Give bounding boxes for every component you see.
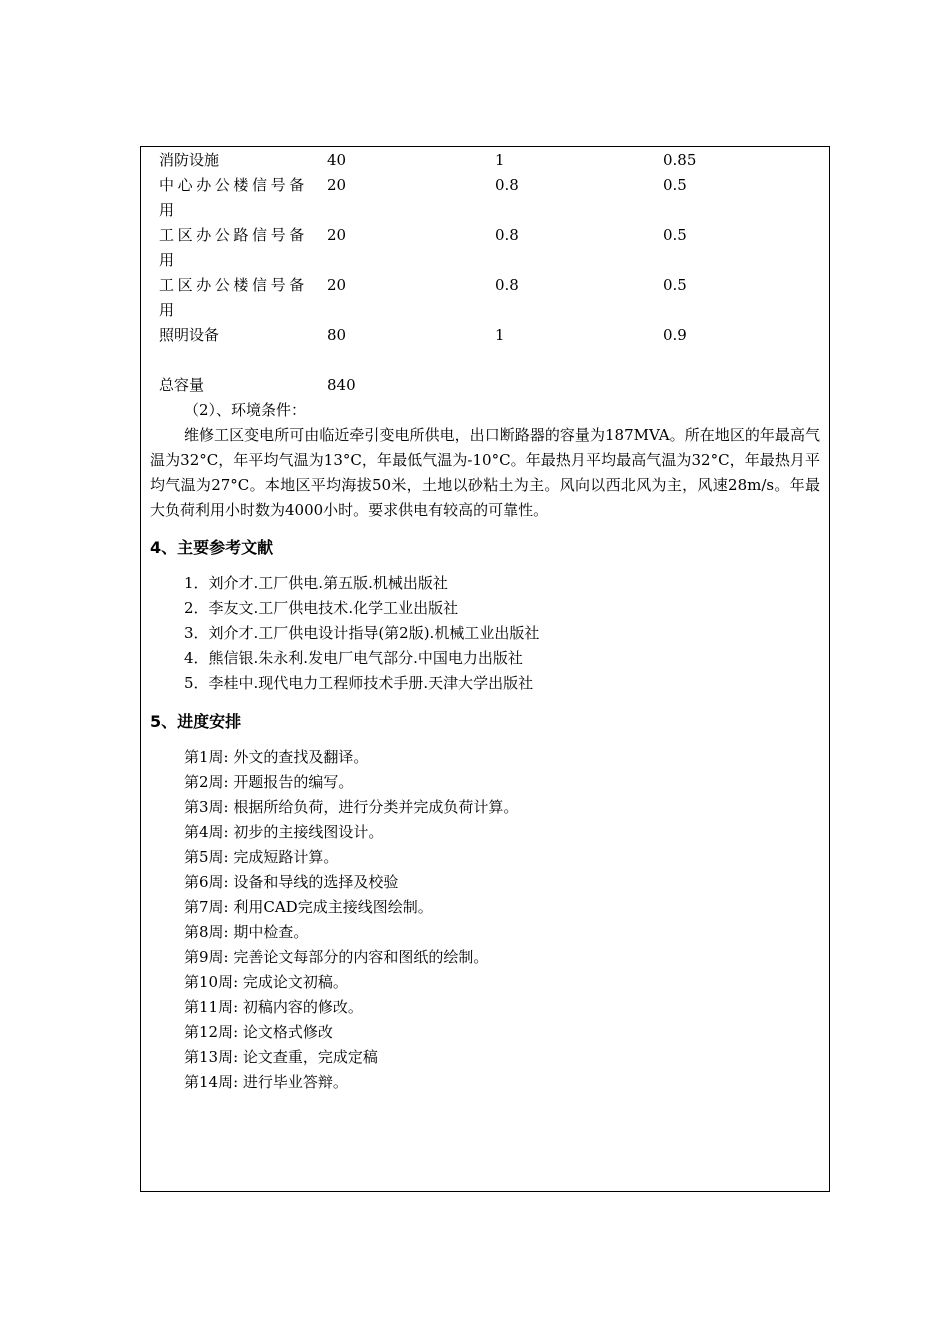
table-cell-demand: 1 — [495, 151, 505, 169]
list-item: 第1周: 外文的查找及翻译。 — [184, 748, 369, 766]
list-item: 第10周: 完成论文初稿。 — [184, 973, 348, 991]
table-cell-demand: 0.8 — [495, 176, 519, 194]
env-subheading: （2）、环境条件： — [184, 401, 307, 419]
total-label: 总容量 — [159, 376, 205, 394]
schedule-heading: 5、进度安排 — [150, 712, 242, 731]
table-cell-pf: 0.5 — [663, 226, 687, 244]
table-row-name-cont: 用 — [159, 201, 175, 219]
table-cell-value: 20 — [327, 276, 347, 294]
table-cell-value: 20 — [327, 176, 347, 194]
total-value: 840 — [327, 376, 356, 394]
list-item: 第7周: 利用CAD完成主接线图绘制。 — [184, 898, 433, 916]
list-item: 2．李友文.工厂供电技术.化学工业出版社 — [184, 599, 459, 617]
table-row-name-cont: 用 — [159, 301, 175, 319]
table-cell-demand: 1 — [495, 326, 505, 344]
table-row-name-cont: 用 — [159, 251, 175, 269]
list-item: 4．熊信银.朱永利.发电厂电气部分.中国电力出版社 — [184, 649, 523, 667]
table-row-name: 消防设施 — [159, 151, 220, 169]
list-item: 第2周: 开题报告的编写。 — [184, 773, 354, 791]
list-item: 第12周: 论文格式修改 — [184, 1023, 333, 1041]
table-cell-pf: 0.5 — [663, 176, 687, 194]
table-cell-demand: 0.8 — [495, 226, 519, 244]
list-item: 第5周: 完成短路计算。 — [184, 848, 339, 866]
table-row-name: 工区办公楼信号备 — [159, 276, 308, 294]
list-item: 1．刘介才.工厂供电.第五版.机械出版社 — [184, 574, 448, 592]
list-item: 第4周: 初步的主接线图设计。 — [184, 823, 384, 841]
list-item: 5．李桂中.现代电力工程师技术手册.天津大学出版社 — [184, 674, 534, 692]
table-cell-pf: 0.85 — [663, 151, 697, 169]
env-paragraph: 维修工区变电所可由临近牵引变电所供电，出口断路器的容量为187MVA。所在地区的年最高气温为32°C，年平均气温为13°C，年最低气温为-10°C。年最热月平均最高气温为32°C，年最热月平均气温为27°C。本地区平均海拔50米，土地以砂粘土为主。风向以西北风为主，风速28m/s。年最大负荷利用小时数为4000小时。要求供电有较高的可靠性。 — [150, 426, 820, 519]
table-cell-pf: 0.9 — [663, 326, 687, 344]
list-item: 第3周: 根据所给负荷，进行分类并完成负荷计算。 — [184, 798, 519, 816]
list-item: 第11周: 初稿内容的修改。 — [184, 998, 363, 1016]
table-cell-value: 20 — [327, 226, 347, 244]
table-row-name: 照明设备 — [159, 326, 220, 344]
list-item: 3．刘介才.工厂供电设计指导(第2版).机械工业出版社 — [184, 624, 540, 642]
references-heading: 4、主要参考文献 — [150, 538, 274, 557]
table-cell-pf: 0.5 — [663, 276, 687, 294]
list-item: 第8周: 期中检查。 — [184, 923, 309, 941]
table-row-name: 工区办公路信号备 — [159, 226, 308, 244]
table-row-name: 中心办公楼信号备 — [159, 176, 308, 194]
list-item: 第13周: 论文查重，完成定稿 — [184, 1048, 378, 1066]
table-cell-demand: 0.8 — [495, 276, 519, 294]
table-cell-value: 40 — [327, 151, 347, 169]
table-cell-value: 80 — [327, 326, 347, 344]
list-item: 第9周: 完善论文每部分的内容和图纸的绘制。 — [184, 948, 489, 966]
list-item: 第6周: 设备和导线的选择及校验 — [184, 873, 399, 891]
list-item: 第14周: 进行毕业答辩。 — [184, 1073, 348, 1091]
schedule-list — [184, 745, 518, 1095]
references-list — [184, 571, 539, 696]
